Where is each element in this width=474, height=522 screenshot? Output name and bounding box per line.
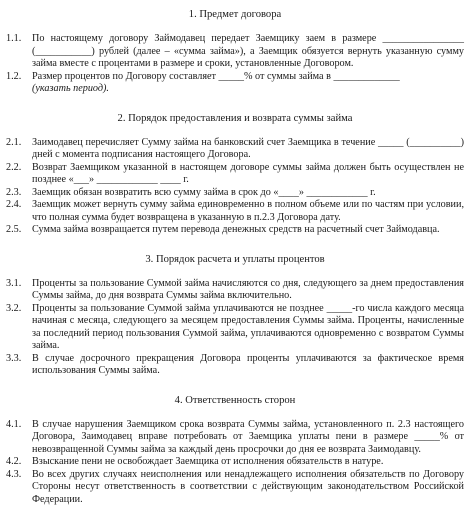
clause-1-1: [6, 33, 464, 71]
clause-number: 2.5.: [6, 224, 22, 235]
clause-text: Во всех других случаях неисполнения или ненадлежащего исполнения обязательств по Договору Стороны несут ответственность в соответствии с действующим законодательством Российской Федерации.: [32, 468, 464, 505]
clause-number: 4.1.: [6, 418, 22, 430]
clause-number: 2.4.: [6, 199, 22, 210]
clause-3-2: [6, 303, 464, 353]
clause-text: Возврат Заемщиком указанной в настоящем договоре суммы займа должен быть осуществлен не позднее «___» ____________ ____ г.: [32, 161, 464, 185]
clause-4-2: [6, 456, 464, 469]
clause-text: Проценты за пользование Суммой займа начисляются со дня, следующего за днем предоставления Суммы займа, до дня возврата Суммы займа включительно.: [32, 277, 464, 301]
section-title-1: 1. Предмет договора: [188, 9, 282, 20]
clause-1-2: [6, 71, 464, 96]
section-title-3: 3. Порядок расчета и уплаты процентов: [145, 253, 325, 265]
clause-number: 4.3.: [6, 468, 22, 480]
clause-text: Заемщик обязан возвратить всю сумму займа в срок до «____» ____________ г.: [32, 186, 376, 198]
clause-text: Сумма займа возвращается путем перевода денежных средств на расчетный счет Займодавца.: [32, 224, 440, 235]
clause-number: 1.2.: [6, 70, 22, 82]
clause-text: Заемщик может вернуть сумму займа единовременно в полном объеме или по частям при условии, что полная сумма будет возвращена в указанную в п.2.3 Договора дату.: [32, 199, 464, 223]
clause-text: Заимодавец перечисляет Сумму займа на банковский счет Заемщика в течение _____ (__________) дней с момента подписания настоящего Договора.: [32, 136, 464, 160]
clause-2-1: [6, 137, 464, 162]
section-title-2: 2. Порядок предоставления и возврата суммы займа: [117, 112, 353, 124]
clause-3-3: [6, 353, 464, 378]
clause-text: Размер процентов по Договору составляет _____% от суммы займа в _____________: [32, 70, 400, 82]
clause-number: 2.2.: [6, 161, 22, 173]
clause-text: В случае досрочного прекращения Договора проценты уплачиваются за фактическое время использования Суммы займа.: [32, 352, 464, 376]
clause-4-3: [6, 469, 464, 507]
clause-text: Проценты за пользование Суммой займа уплачиваются не позднее _____-го числа каждого месяца начиная с месяца, следующего за месяцем предоставления Суммы займа. Проценты, начисленные за последний период пользования Суммой займа, уплачиваются одновременно с возвратом Суммы займа.: [32, 302, 464, 351]
clause-note: (указать период).: [32, 83, 109, 94]
clause-number: 1.1.: [6, 33, 22, 44]
clause-text: В случае нарушения Заемщиком срока возврата Суммы займа, установленного п. 2.3 настоящего Договора, Заимодавец вправе потребовать от Заемщика уплаты пени в размере _____% от невозвращенной Суммы займа за каждый день просрочки до дня ее возврата Заимодавцу.: [32, 418, 464, 455]
clause-number: 2.3.: [6, 186, 22, 198]
clause-2-3: [6, 187, 464, 200]
clause-text: По настоящему договору Займодавец передает Заемщику заем в размере ________________ (___________) рублей (далее – «сумма займа»), а Заемщик обязуется вернуть указанную сумму займа вместе с процентами в размере и сроки, установленные Договором.: [32, 33, 464, 69]
document-page: [0, 8, 474, 522]
clause-number: 3.1.: [6, 277, 22, 289]
clause-4-1: [6, 419, 464, 457]
section-title-4: 4. Ответственность сторон: [174, 394, 296, 406]
clause-2-2: [6, 162, 464, 187]
clause-number: 3.2.: [6, 302, 22, 314]
clause-2-5: [6, 224, 464, 237]
clause-number: 2.1.: [6, 136, 22, 148]
clause-number: 3.3.: [6, 352, 22, 364]
clause-2-4: [6, 199, 464, 224]
clause-3-1: [6, 278, 464, 303]
clause-text-wrap: [32, 71, 464, 96]
clause-text: Взыскание пени не освобождает Заемщика от исполнения обязательств в натуре.: [32, 456, 384, 467]
clause-number: 4.2.: [6, 456, 22, 467]
